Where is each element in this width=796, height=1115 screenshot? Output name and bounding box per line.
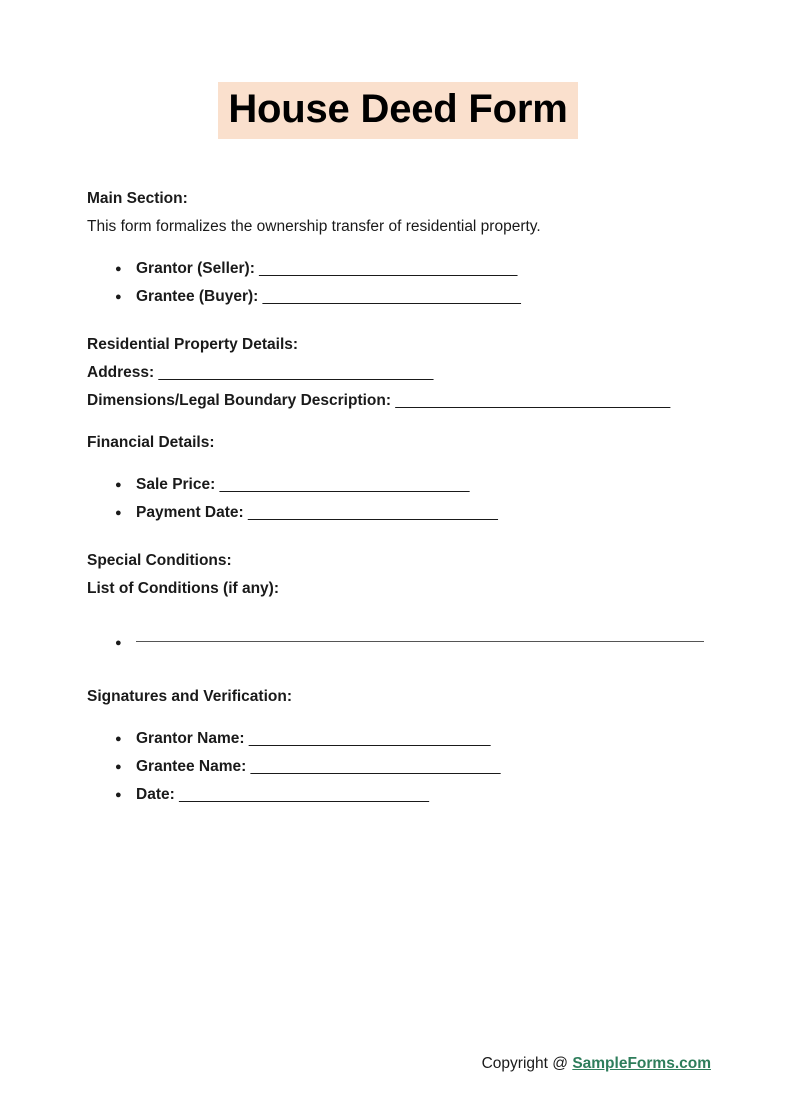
list-item [87,499,709,527]
field-blank-payment-date[interactable]: ______________________________ [248,504,498,522]
section-heading-signatures: Signatures and Verification: [87,688,292,706]
field-blank-grantee-name[interactable]: ______________________________ [250,758,501,776]
field-label-date: Date: [136,786,175,804]
section-heading-main: Main Section: [87,190,188,208]
field-label-address: Address: [87,364,155,382]
field-line-address [87,359,709,387]
field-blank-condition-line[interactable] [136,640,704,642]
list-item [87,283,709,311]
sampleforms-link[interactable]: SampleForms.com [572,1055,711,1072]
field-label-sale-price: Sale Price: [136,476,216,494]
main-section-list [87,255,709,311]
field-label-payment-date: Payment Date: [136,504,244,522]
field-line-dimensions [87,387,709,415]
field-label-grantor-name: Grantor Name: [136,730,245,748]
list-item [87,471,709,499]
section-paragraph-main: This form formalizes the ownership transfer of residential property. [87,218,541,236]
title-container [87,82,709,139]
copyright-text: Copyright @ [481,1055,568,1072]
field-blank-sale-price[interactable]: ______________________________ [219,476,470,494]
document-body [87,185,709,809]
field-blank-grantor-seller[interactable]: _______________________________ [259,260,518,278]
field-blank-grantee-buyer[interactable]: _______________________________ [262,288,521,306]
list-item [87,753,709,781]
field-label-grantee-buyer: Grantee (Buyer): [136,288,259,306]
conditions-list [87,629,709,657]
field-blank-address[interactable]: _________________________________ [158,364,434,382]
section-heading-property: Residential Property Details: [87,336,299,354]
field-blank-dimensions[interactable]: _________________________________ [395,392,670,410]
section-heading-special-conditions: Special Conditions: [87,552,232,570]
field-blank-grantor-name[interactable]: _____________________________ [248,730,491,748]
list-item [87,255,709,283]
field-label-dimensions: Dimensions/Legal Boundary Description: [87,392,392,410]
document-page [0,82,796,1115]
field-blank-date[interactable]: ______________________________ [179,786,429,804]
section-heading-financial: Financial Details: [87,434,215,452]
list-item [87,725,709,753]
list-item [87,781,709,809]
list-item [87,629,709,657]
financial-section-list [87,471,709,527]
page-title: House Deed Form [218,82,577,139]
section-subheading-conditions-list: List of Conditions (if any): [87,580,280,598]
footer [0,1055,796,1073]
field-label-grantor-seller: Grantor (Seller): [136,260,255,278]
field-label-grantee-name: Grantee Name: [136,758,247,776]
signatures-list [87,725,709,809]
